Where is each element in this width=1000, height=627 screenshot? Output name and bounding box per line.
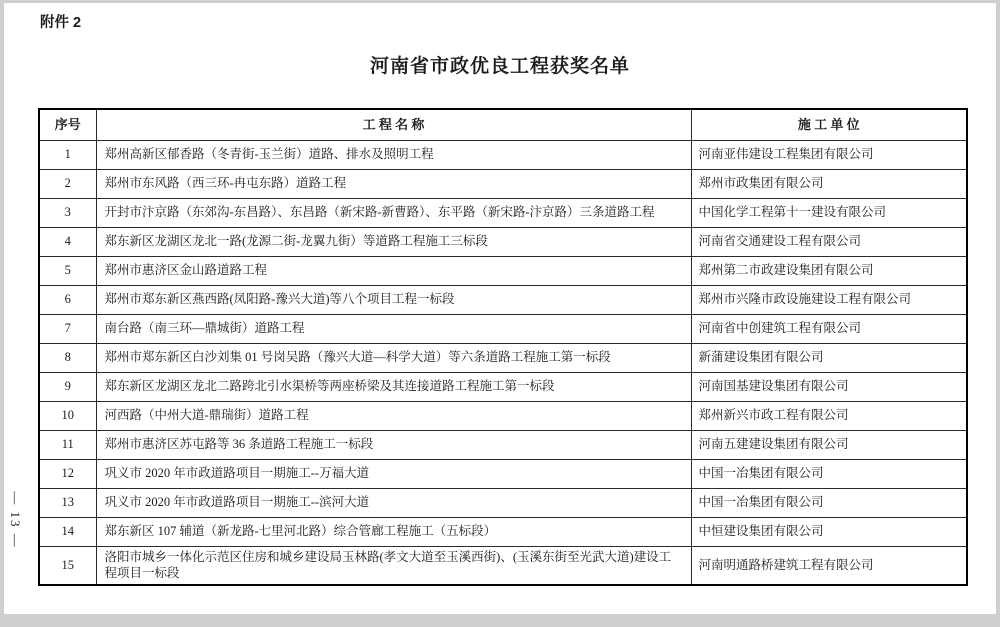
project-name-cell: 郑州市惠济区苏屯路等 36 条道路工程施工一标段 [96, 430, 691, 459]
row-number-cell: 5 [39, 256, 96, 285]
company-name-cell: 郑州新兴市政工程有限公司 [691, 401, 967, 430]
project-name-cell: 郑州高新区郁香路（冬青街-玉兰街）道路、排水及照明工程 [96, 140, 691, 169]
project-name-cell: 南台路（南三环—鼎城街）道路工程 [96, 314, 691, 343]
row-number-cell: 10 [39, 401, 96, 430]
table-row [39, 401, 967, 430]
project-name-cell: 河西路（中州大道-鼎瑞街）道路工程 [96, 401, 691, 430]
awards-table [38, 108, 968, 586]
project-name-cell: 郑东新区龙湖区龙北二路跨北引水渠桥等两座桥梁及其连接道路工程施工第一标段 [96, 372, 691, 401]
project-name-cell: 开封市汴京路（东郊沟-东昌路）、东昌路（新宋路-新曹路）、东平路（新宋路-汴京路）三条道路工程 [96, 198, 691, 227]
table-row [39, 372, 967, 401]
row-number-cell: 2 [39, 169, 96, 198]
row-number-cell: 7 [39, 314, 96, 343]
company-name-cell: 河南省交通建设工程有限公司 [691, 227, 967, 256]
row-number-cell: 9 [39, 372, 96, 401]
page-number: — 13 — [8, 491, 23, 549]
table-row [39, 314, 967, 343]
company-name-cell: 新蒲建设集团有限公司 [691, 343, 967, 372]
row-number-cell: 11 [39, 430, 96, 459]
table-row [39, 546, 967, 585]
row-number-cell: 3 [39, 198, 96, 227]
table-row [39, 285, 967, 314]
row-number-cell: 13 [39, 488, 96, 517]
column-header-no: 序号 [39, 109, 96, 140]
table-row [39, 227, 967, 256]
company-name-cell: 河南国基建设集团有限公司 [691, 372, 967, 401]
table-row [39, 430, 967, 459]
table-row [39, 169, 967, 198]
company-name-cell: 郑州市兴隆市政设施建设工程有限公司 [691, 285, 967, 314]
company-name-cell: 中恒建设集团有限公司 [691, 517, 967, 546]
company-name-cell: 中国化学工程第十一建设有限公司 [691, 198, 967, 227]
project-name-cell: 郑州市郑东新区燕西路(凤阳路-豫兴大道)等八个项目工程一标段 [96, 285, 691, 314]
project-name-cell: 郑州市惠济区金山路道路工程 [96, 256, 691, 285]
column-header-project: 工 程 名 称 [96, 109, 691, 140]
row-number-cell: 1 [39, 140, 96, 169]
project-name-cell: 郑州市郑东新区白沙刘集 01 号岗吴路（豫兴大道—科学大道）等六条道路工程施工第一标段 [96, 343, 691, 372]
table-row [39, 517, 967, 546]
row-number-cell: 6 [39, 285, 96, 314]
company-name-cell: 中国一冶集团有限公司 [691, 488, 967, 517]
company-name-cell: 河南五建建设集团有限公司 [691, 430, 967, 459]
project-name-cell: 巩义市 2020 年市政道路项目一期施工--万福大道 [96, 459, 691, 488]
company-name-cell: 郑州市政集团有限公司 [691, 169, 967, 198]
table-row [39, 256, 967, 285]
project-name-cell: 郑东新区 107 辅道（新龙路-七里河北路）综合管廊工程施工（五标段） [96, 517, 691, 546]
table-row [39, 488, 967, 517]
project-name-cell: 郑州市东风路（西三环-冉屯东路）道路工程 [96, 169, 691, 198]
row-number-cell: 12 [39, 459, 96, 488]
project-name-cell: 巩义市 2020 年市政道路项目一期施工--滨河大道 [96, 488, 691, 517]
row-number-cell: 8 [39, 343, 96, 372]
table-row [39, 198, 967, 227]
table-row [39, 343, 967, 372]
table-row [39, 459, 967, 488]
company-name-cell: 河南省中创建筑工程有限公司 [691, 314, 967, 343]
company-name-cell: 郑州第二市政建设集团有限公司 [691, 256, 967, 285]
column-header-company: 施 工 单 位 [691, 109, 967, 140]
table-row [39, 140, 967, 169]
page-title: 河南省市政优良工程获奖名单 [369, 56, 630, 77]
company-name-cell: 中国一冶集团有限公司 [691, 459, 967, 488]
company-name-cell: 河南亚伟建设工程集团有限公司 [691, 140, 967, 169]
row-number-cell: 14 [39, 517, 96, 546]
document-page [4, 3, 996, 614]
project-name-cell: 郑东新区龙湖区龙北一路(龙源二街-龙翼九街）等道路工程施工三标段 [96, 227, 691, 256]
company-name-cell: 河南明通路桥建筑工程有限公司 [691, 546, 967, 585]
project-name-cell: 洛阳市城乡一体化示范区住房和城乡建设局玉林路(孝文大道至玉溪西街)、(玉溪东街至光武大道)建设工程项目一标段 [96, 546, 691, 585]
row-number-cell: 4 [39, 227, 96, 256]
row-number-cell: 15 [39, 546, 96, 585]
attachment-label: 附件 2 [40, 15, 82, 31]
table-header [39, 109, 967, 140]
table-body [39, 140, 967, 585]
